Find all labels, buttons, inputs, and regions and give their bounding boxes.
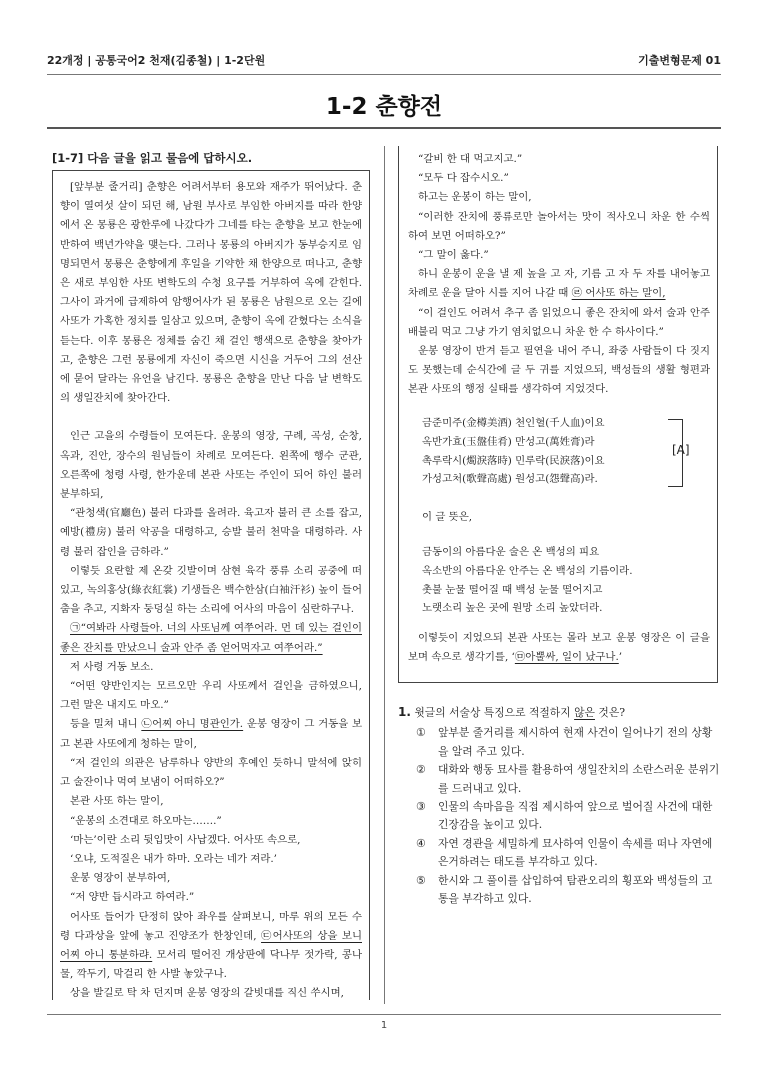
poem-b — [422, 543, 702, 618]
passage-paragraph: 저 사령 거동 보소. — [70, 660, 154, 673]
passage-paragraph: “이러한 잔치에 풍류로만 놀아서는 맛이 적사오니 차운 한 수씩 하여 보면 어떠하오?” — [408, 210, 710, 242]
passage-paragraph: 운봉 영장이 분부하여, — [70, 872, 171, 885]
option-text: 대화와 행동 묘사를 활용하여 생일잔치의 소란스러운 분위기를 드러내고 있다. — [438, 763, 720, 795]
poem-intro: 이 글 뜻은, — [422, 511, 473, 523]
closing-before: 이렇듯이 지었으되 본관 사또는 몰라 보고 운봉 영장은 이 글을 보며 속으로 생각기를, ‘ — [408, 632, 710, 664]
passage-paragraph: [앞부분 줄거리] 춘향은 어려서부터 용모와 재주가 뛰어났다. 춘향이 열여섯 살이 되던 해, 남원 부사로 부임한 아버지를 따라 한양에서 온 몽룡은 광한루에 나갔다가 그네를 타는 춘향을 보고 한눈에 반하여 백년가약을 맺는다. 그러나 몽룡의 아버지가 동부승지로 임명되면서 몽룡은 춘향에게 후일을 기약한 채 한양으로 떠나고, 춘향은 새로 부임한 사또 변학도의 수청 요구를 거부하여 옥에 갇힌다. 그사이 과거에 급제하여 암행어사가 된 몽룡은 남원으로 오는 길에 사또가 가혹한 정치를 일삼고 있으며, 춘향이 옥에 갇혔다는 소식을 듣는다. 이후 몽룡은 정체를 숨긴 채 걸인 행색으로 춘향을 찾아가고, 춘향은 그런 몽룡에게 자신이 죽으면 시신을 거두어 그의 선산에 묻어 달라는 유언을 남긴다. 몽룡은 춘향을 만난 다음 날 변학도의 생일잔치에 찾아간다. — [60, 181, 362, 405]
passage-paragraph: 하고는 운봉이 하는 말이, — [418, 191, 532, 204]
poem-line: 촉루락시(燭淚落時) 민루락(民淚落)이요 — [422, 454, 605, 467]
header-course-info: 22개정 | 공통국어2 천재(김종철) | 1-2단원 — [47, 54, 266, 67]
poem-a — [422, 414, 662, 489]
underlined-phrase: ㉠“여봐라 사령들아. 너의 사또님께 여쭈어라. 먼 데 있는 걸인이 좋은 잔치를 만났으니 술과 안주 좀 얻어먹자고 여쭈어라.” — [60, 622, 362, 654]
passage-paragraph — [408, 265, 710, 303]
option-mark: ⑤ — [416, 873, 426, 887]
question-number: 1. — [398, 705, 411, 719]
passage-paragraph: “이 걸인도 어려서 추구 좀 읽었으니 좋은 잔치에 와서 술과 안주 배불리 먹고 그냥 가기 염치없으니 차운 한 수 하사이다.” — [408, 306, 710, 338]
passage-right — [408, 150, 710, 400]
question-stem-before: 윗글의 서술상 특징으로 적절하지 — [414, 706, 575, 719]
passage-paragraph: 상을 발길로 탁 차 던지며 운봉 영장의 갈빗대를 직신 쑤시며, — [70, 987, 344, 1000]
answer-option[interactable] — [398, 724, 720, 761]
text-segment: 어사또 들어가 단정히 앉아 좌우를 살펴보니, 마루 위의 모든 수령 다과상을 앞에 놓고 진양조가 한창인데, — [60, 910, 362, 942]
passage-paragraph: “어떤 양반인지는 모르오만 우리 사또께서 걸인을 금하였으니, 그런 말은 내지도 마오.” — [60, 680, 362, 712]
header-rule — [47, 74, 721, 75]
passage-paragraph: 이렇듯 요란할 제 온갖 깃발이며 삼현 육각 풍류 소리 공중에 떠 있고, 녹의홍상(綠衣紅裳) 기생들은 백수한삼(白袖汗衫) 높이 들어 춤을 추고, 지화자 둥덩실 하는 소리에 어사의 마음이 심란하구나. — [60, 564, 362, 616]
poem-line: 옥반가효(玉盤佳肴) 만성고(萬姓膏)라 — [422, 435, 595, 448]
poem-line: 가성고처(歌聲高處) 원성고(怨聲高)라. — [422, 473, 598, 486]
passage-paragraph: 본관 사또 하는 말이, — [70, 795, 164, 808]
poem-line: 금준미주(金樽美酒) 천인혈(千人血)이요 — [422, 417, 605, 429]
paragraph-gap — [60, 408, 362, 427]
poem-bracket-label: [A] — [672, 443, 690, 457]
question-stem-emphasis: 않은 — [574, 706, 595, 719]
page-number: 1 — [380, 1020, 388, 1031]
page-header — [47, 52, 721, 72]
passage-paragraph: “운봉의 소견대로 하오마는…….” — [70, 814, 222, 827]
question-stem — [398, 703, 720, 722]
closing-after: ’ — [618, 651, 623, 664]
option-text: 인물의 속마음을 직접 제시하여 앞으로 벌어질 사건에 대한 긴장감을 높이고 있다. — [438, 800, 713, 832]
passage-paragraph: “관청색(官廳色) 불러 다과를 올려라. 육고자 불러 큰 소를 잡고, 예방(禮房) 불러 악공을 대령하고, 승발 불러 천막을 대령하라. 사령 불러 잡인을 금하라.” — [60, 507, 362, 558]
text-segment: 하니 운봉이 운을 낼 제 높을 고 자, 기름 고 자 두 자를 내어놓고 차례로 운을 달아 시를 지어 나갈 때 — [408, 268, 710, 300]
answer-option[interactable] — [398, 835, 720, 872]
question-instruction: [1-7] 다음 글을 읽고 물음에 답하시오. — [52, 151, 253, 165]
passage-paragraph: “갈비 한 대 먹고지고.” — [418, 153, 523, 165]
option-mark: ③ — [416, 800, 426, 814]
underlined-phrase: ㉢어사또의 상을 보니 어찌 아니 통분하랴. — [60, 929, 362, 961]
answer-option[interactable] — [398, 798, 720, 835]
footer-rule — [47, 1014, 721, 1015]
underlined-phrase: ㉣ 어사또 하는 말이, — [571, 287, 666, 300]
column-divider — [384, 146, 385, 1004]
passage-paragraph: “저 양반 듭시라고 하여라.” — [70, 891, 195, 904]
answer-option[interactable] — [398, 761, 720, 798]
passage-paragraph: ‘오냐, 도적질은 내가 하마. 오라는 네가 져라.’ — [70, 852, 277, 865]
passage-paragraph: “모두 다 잡수시오.” — [418, 172, 509, 185]
question-1 — [398, 703, 720, 908]
answer-option[interactable] — [398, 872, 720, 909]
poem-line: 촛불 눈물 떨어질 때 백성 눈물 떨어지고 — [422, 583, 603, 596]
option-text: 자연 경관을 세밀하게 묘사하여 인물이 속세를 떠나 자연에 은거하려는 태도를 부각하고 있다. — [438, 836, 713, 869]
passage-paragraph: 운봉 영장이 반겨 듣고 필연을 내어 주니, 좌중 사람들이 다 짓지도 못했는데 순식간에 글 두 귀를 지었으되, 백성들의 생활 형편과 본관 사또의 행정 실태를 생각하여 지었것다. — [408, 345, 710, 396]
page-title: 1-2 춘향전 — [325, 94, 443, 120]
passage-paragraph — [60, 619, 362, 657]
passage-paragraph: “저 걸인의 의관은 남루하나 양반의 후예인 듯하니 말석에 앉히고 술잔이나 먹여 보냄이 어떠하오?” — [60, 756, 362, 789]
text-segment: 등을 밀쳐 내니 — [70, 718, 142, 731]
underlined-phrase: ㉡어찌 아니 명관인가. — [141, 718, 244, 731]
option-text: 앞부분 줄거리를 제시하여 현재 사건이 일어나기 전의 상황을 알려 주고 있다. — [438, 726, 713, 758]
poem-line: 옥소반의 아름다운 안주는 온 백성의 기름이라. — [422, 564, 633, 577]
passage-paragraph: ‘마는’이란 소리 뒷입맛이 사납겠다. 어사또 속으로, — [70, 833, 301, 846]
poem-line: 금동이의 아름다운 술은 온 백성의 피요 — [422, 546, 600, 558]
question-stem-after: 것은? — [594, 706, 626, 719]
text-segment: 모서리 떨어진 개상판에 닥나무 젓가락, 콩나물, 깍두기, 막걸리 한 사발 놓았구나. — [60, 948, 362, 981]
passage-paragraph — [60, 715, 362, 753]
option-mark: ① — [416, 726, 426, 740]
passage-paragraph — [60, 908, 362, 985]
passage-paragraph: 인근 고을의 수령들이 모여든다. 운봉의 영장, 구례, 곡성, 순창, 옥과, 진안, 장수의 원님들이 차례로 모여든다. 왼쪽에 행수 군관, 오른쪽에 청령 사령, 한가운데 본관 사또는 주인이 되어 하인 불러 분부하되, — [60, 430, 362, 501]
poem-line: 노랫소리 높은 곳에 원망 소리 높았더라. — [422, 602, 603, 615]
passage-left — [60, 178, 362, 1004]
option-mark: ② — [416, 763, 426, 777]
closing-underlined: ㉤아뿔싸, 일이 났구나. — [514, 651, 619, 664]
answer-options — [398, 724, 720, 908]
option-mark: ④ — [416, 836, 426, 850]
passage-closing — [408, 629, 710, 667]
title-rule — [47, 127, 721, 129]
text-segment: 운봉 영장이 그 거동을 보고 본관 사또에게 청하는 말이, — [60, 718, 362, 750]
header-doc-type: 기출변형문제 01 — [638, 54, 721, 67]
passage-paragraph: “그 말이 옳다.” — [418, 249, 489, 262]
option-text: 한시와 그 풀이를 삽입하여 탐관오리의 횡포와 백성들의 고통을 부각하고 있다. — [438, 873, 713, 906]
